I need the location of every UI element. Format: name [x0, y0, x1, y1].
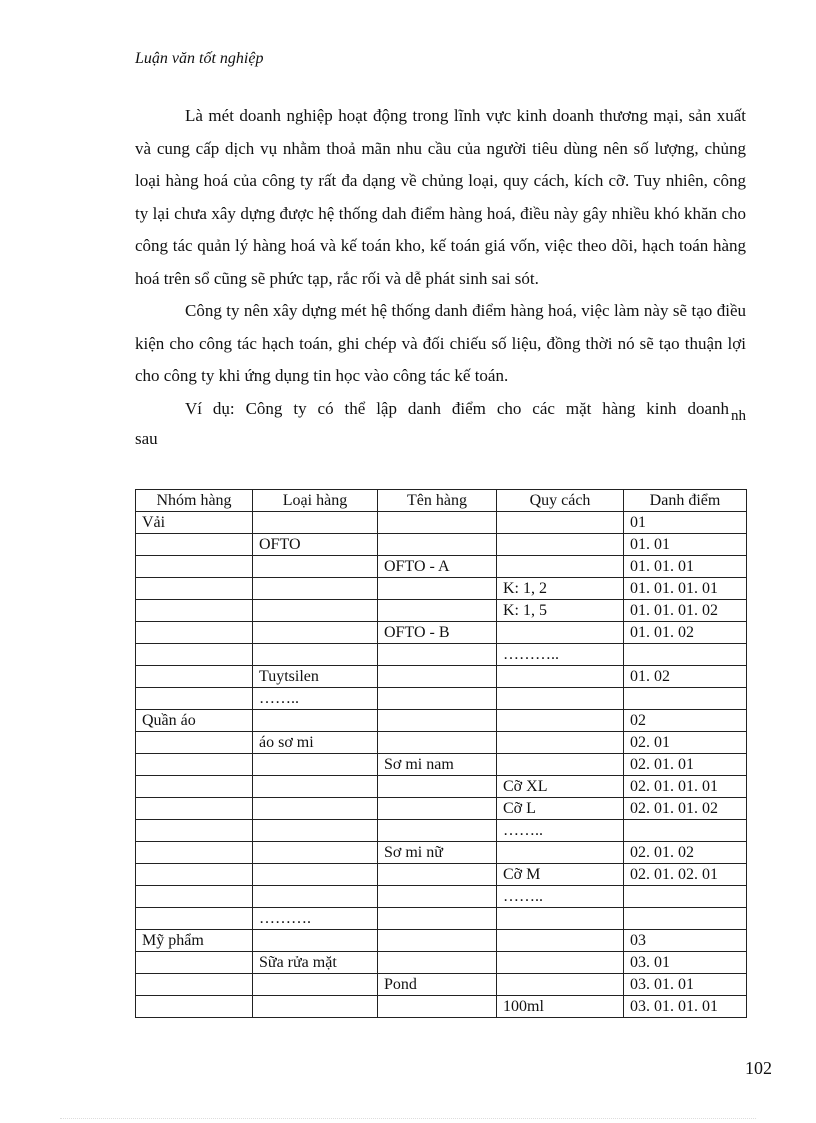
- cell-spec: [497, 974, 624, 996]
- cell-name: [378, 732, 497, 754]
- table-row: [136, 534, 747, 556]
- cell-code: 02. 01: [624, 732, 747, 754]
- cell-spec: [497, 908, 624, 930]
- cell-name: [378, 864, 497, 886]
- cell-code: 01. 01: [624, 534, 747, 556]
- cell-type: [253, 842, 378, 864]
- cell-group: [136, 864, 253, 886]
- cell-type: [253, 996, 378, 1018]
- table-row: [136, 842, 747, 864]
- cell-name: [378, 600, 497, 622]
- cell-type: [253, 974, 378, 996]
- cell-type: Tuytsilen: [253, 666, 378, 688]
- cell-name: [378, 644, 497, 666]
- table-row: [136, 754, 747, 776]
- cell-type: [253, 798, 378, 820]
- cell-code: [624, 644, 747, 666]
- cell-spec: [497, 754, 624, 776]
- example-continuation: sau: [135, 429, 158, 448]
- cell-code: 02. 01. 02: [624, 842, 747, 864]
- cell-spec: ……..: [497, 886, 624, 908]
- cell-group: [136, 534, 253, 556]
- table-row: [136, 666, 747, 688]
- cell-name: [378, 688, 497, 710]
- cell-group: [136, 644, 253, 666]
- cell-type: ……..: [253, 688, 378, 710]
- bottom-divider: [60, 1118, 756, 1119]
- cell-type: [253, 556, 378, 578]
- cell-code: 03. 01. 01: [624, 974, 747, 996]
- cell-spec: [497, 930, 624, 952]
- cell-code: 01. 01. 01. 02: [624, 600, 747, 622]
- cell-code: 01. 02: [624, 666, 747, 688]
- product-code-table: [135, 489, 747, 1018]
- cell-name: OFTO - B: [378, 622, 497, 644]
- cell-code: 01: [624, 512, 747, 534]
- table-body: [136, 512, 747, 1018]
- table-row: [136, 622, 747, 644]
- cell-type: [253, 820, 378, 842]
- cell-code: 02. 01. 01. 02: [624, 798, 747, 820]
- cell-spec: 100ml: [497, 996, 624, 1018]
- cell-code: 02. 01. 01. 01: [624, 776, 747, 798]
- body-text: [135, 100, 746, 452]
- cell-group: [136, 754, 253, 776]
- example-intro: [135, 393, 746, 427]
- cell-group: [136, 842, 253, 864]
- cell-type: [253, 600, 378, 622]
- cell-type: Sữa rửa mặt: [253, 952, 378, 974]
- cell-spec: [497, 732, 624, 754]
- cell-name: Sơ mi nữ: [378, 842, 497, 864]
- cell-spec: [497, 512, 624, 534]
- table-row: [136, 864, 747, 886]
- table-row: [136, 930, 747, 952]
- header-code: Danh điểm: [624, 490, 747, 512]
- cell-group: [136, 622, 253, 644]
- cell-spec: K: 1, 5: [497, 600, 624, 622]
- cell-name: [378, 952, 497, 974]
- cell-name: [378, 578, 497, 600]
- cell-spec: Cỡ L: [497, 798, 624, 820]
- cell-spec: [497, 952, 624, 974]
- cell-group: [136, 666, 253, 688]
- table-row: [136, 600, 747, 622]
- cell-code: [624, 688, 747, 710]
- cell-group: Vải: [136, 512, 253, 534]
- cell-spec: [497, 666, 624, 688]
- cell-name: [378, 666, 497, 688]
- cell-code: 03. 01. 01. 01: [624, 996, 747, 1018]
- cell-code: 01. 01. 01. 01: [624, 578, 747, 600]
- cell-group: Mỹ phẩm: [136, 930, 253, 952]
- table-row: [136, 908, 747, 930]
- header-spec: Quy cách: [497, 490, 624, 512]
- table-row: [136, 710, 747, 732]
- cell-name: [378, 908, 497, 930]
- cell-name: [378, 776, 497, 798]
- cell-name: [378, 930, 497, 952]
- cell-group: [136, 798, 253, 820]
- cell-code: 01. 01. 02: [624, 622, 747, 644]
- cell-name: Pond: [378, 974, 497, 996]
- cell-spec: K: 1, 2: [497, 578, 624, 600]
- cell-type: ……….: [253, 908, 378, 930]
- cell-group: [136, 556, 253, 578]
- cell-type: [253, 644, 378, 666]
- cell-type: [253, 578, 378, 600]
- table-row: [136, 688, 747, 710]
- cell-group: [136, 732, 253, 754]
- cell-name: OFTO - A: [378, 556, 497, 578]
- cell-code: 03: [624, 930, 747, 952]
- cell-group: [136, 600, 253, 622]
- cell-group: Quần áo: [136, 710, 253, 732]
- cell-name: [378, 512, 497, 534]
- table-row: [136, 644, 747, 666]
- cell-spec: [497, 556, 624, 578]
- cell-group: [136, 996, 253, 1018]
- table-row: [136, 952, 747, 974]
- cell-name: [378, 710, 497, 732]
- cell-group: [136, 952, 253, 974]
- table-row: [136, 732, 747, 754]
- cell-type: áo sơ mi: [253, 732, 378, 754]
- cell-spec: [497, 842, 624, 864]
- cell-type: [253, 886, 378, 908]
- cell-group: [136, 578, 253, 600]
- cell-code: 02: [624, 710, 747, 732]
- header-name: Tên hàng: [378, 490, 497, 512]
- cell-code: 02. 01. 02. 01: [624, 864, 747, 886]
- example-tail: nh: [731, 407, 746, 424]
- cell-name: [378, 996, 497, 1018]
- cell-spec: ……..: [497, 820, 624, 842]
- cell-type: [253, 622, 378, 644]
- page-number: 102: [745, 1058, 772, 1078]
- cell-group: [136, 776, 253, 798]
- cell-group: [136, 908, 253, 930]
- cell-name: Sơ mi nam: [378, 754, 497, 776]
- paragraph: Là mét doanh nghiệp hoạt động trong lĩnh vực kinh doanh thương mại, sản xuất và cung cấp dịch vụ nhằm thoả mãn nhu cầu của người tiêu dùng nên số lượng, chủng loại hàng hoá của công ty rất đa dạng về chủng loại, quy cách, kích cỡ. Tuy nhiên, công ty lại chưa xây dựng được hệ thống dah điểm hàng hoá, điều này gây nhiều khó khăn cho công tác quản lý hàng hoá và kế toán kho, kế toán giá vốn, việc theo dõi, hạch toán hàng hoá trên sổ cũng sẽ phức tạp, rắc rối và dễ phát sinh sai sót.: [135, 106, 746, 288]
- cell-type: [253, 930, 378, 952]
- cell-code: [624, 886, 747, 908]
- running-header: Luận văn tốt nghiệp: [135, 50, 264, 67]
- cell-type: [253, 710, 378, 732]
- cell-code: 02. 01. 01: [624, 754, 747, 776]
- table-row: [136, 556, 747, 578]
- paragraph: Công ty nên xây dựng mét hệ thống danh điểm hàng hoá, việc làm này sẽ tạo điều kiện cho công tác hạch toán, ghi chép và đối chiếu số liệu, đồng thời nó sẽ tạo thuận lợi cho công ty khi ứng dụng tin học vào công tác kế toán.: [135, 301, 746, 385]
- table-row: [136, 798, 747, 820]
- cell-group: [136, 820, 253, 842]
- cell-type: [253, 512, 378, 534]
- cell-type: [253, 754, 378, 776]
- table-row: [136, 974, 747, 996]
- cell-code: [624, 908, 747, 930]
- table-row: [136, 996, 747, 1018]
- table-header-row: [136, 490, 747, 512]
- cell-spec: [497, 688, 624, 710]
- cell-name: [378, 798, 497, 820]
- cell-spec: [497, 710, 624, 732]
- cell-code: [624, 820, 747, 842]
- table-row: [136, 820, 747, 842]
- cell-type: [253, 776, 378, 798]
- header-group: Nhóm hàng: [136, 490, 253, 512]
- cell-code: 01. 01. 01: [624, 556, 747, 578]
- header-type: Loại hàng: [253, 490, 378, 512]
- cell-group: [136, 688, 253, 710]
- cell-spec: Cỡ XL: [497, 776, 624, 798]
- cell-name: [378, 886, 497, 908]
- example-text: Ví dụ: Công ty có thể lập danh điểm cho các mặt hàng kinh doanh: [185, 398, 729, 418]
- cell-spec: ………..: [497, 644, 624, 666]
- table-row: [136, 776, 747, 798]
- table-row: [136, 886, 747, 908]
- cell-group: [136, 974, 253, 996]
- cell-type: [253, 864, 378, 886]
- cell-name: [378, 820, 497, 842]
- cell-spec: [497, 622, 624, 644]
- cell-code: 03. 01: [624, 952, 747, 974]
- cell-name: [378, 534, 497, 556]
- table-row: [136, 578, 747, 600]
- cell-spec: [497, 534, 624, 556]
- cell-type: OFTO: [253, 534, 378, 556]
- cell-group: [136, 886, 253, 908]
- table-row: [136, 512, 747, 534]
- cell-spec: Cỡ M: [497, 864, 624, 886]
